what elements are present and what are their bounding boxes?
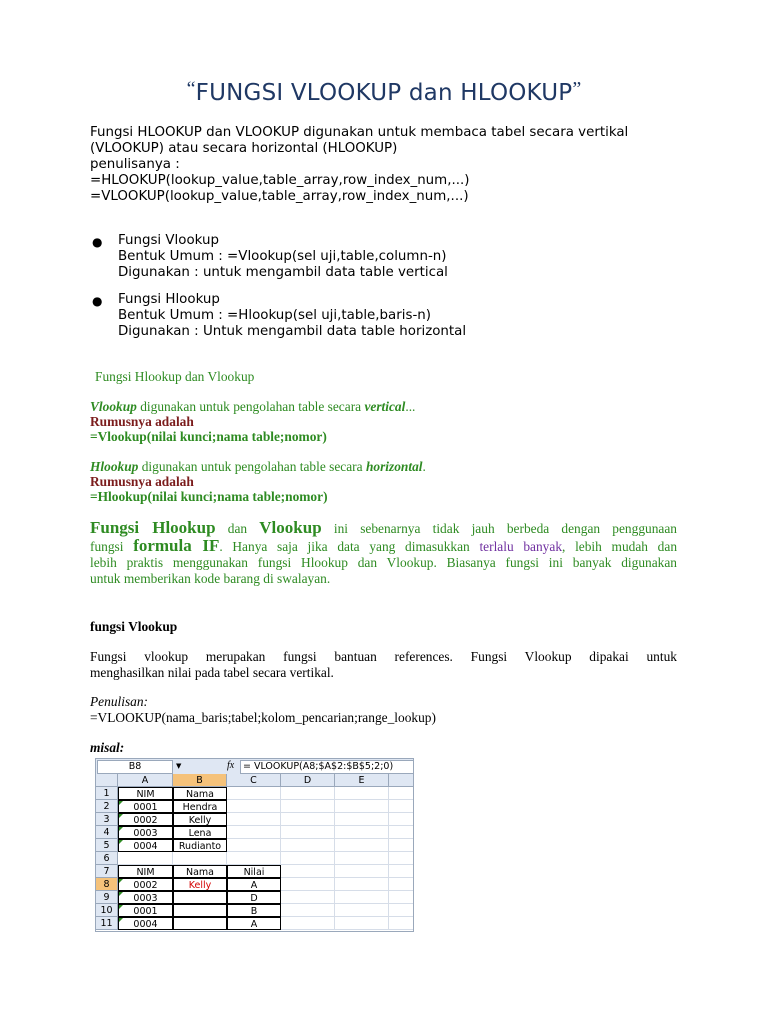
intro-line: Fungsi HLOOKUP dan VLOOKUP digunakan untuk membaca tabel secara vertikal [90, 125, 629, 140]
row-header: 4 [96, 826, 118, 839]
table-cell [389, 826, 414, 839]
fx-icon: fx [227, 760, 235, 771]
penulisan-label: Penulisan: [90, 694, 149, 709]
table-cell: 0003 [118, 891, 173, 904]
table-cell: Nama [173, 787, 227, 800]
para-line: untuk memberikan kode barang di swalayan. [90, 571, 331, 586]
para-highlight: terlalu banyak [479, 539, 563, 554]
table-cell: Lena [173, 826, 227, 839]
table-cell: A [227, 917, 281, 930]
table-cell [281, 787, 335, 800]
open-quote: “ [186, 78, 196, 100]
intro-block [90, 125, 628, 205]
bullet-icon: ● [92, 294, 103, 308]
table-cell [335, 852, 389, 865]
bullet-line: Fungsi Vlookup [118, 233, 219, 248]
table-cell [335, 917, 389, 930]
intro-line: =VLOOKUP(lookup_value,table_array,row_index_num,...) [90, 189, 469, 204]
table-cell [389, 865, 414, 878]
vlookup-rumus-label: Rumusnya adalah [90, 414, 194, 429]
table-cell: 0004 [118, 917, 173, 930]
table-cell: Hendra [173, 800, 227, 813]
para-term-hlookup: Fungsi Hlookup [90, 518, 216, 537]
hlookup-rumus-label: Rumusnya adalah [90, 474, 194, 489]
table-cell [389, 800, 414, 813]
error-indicator-icon [119, 905, 123, 909]
table-cell [335, 865, 389, 878]
table-cell: 0001 [118, 904, 173, 917]
vlookup-desc [90, 399, 415, 415]
vlookup-formula: =Vlookup(nilai kunci;nama table;nomor) [90, 429, 327, 444]
bullet-vlookup [118, 233, 448, 281]
table-cell [335, 826, 389, 839]
row-header: 10 [96, 904, 118, 917]
row-header: 3 [96, 813, 118, 826]
bullet-line: Bentuk Umum : =Vlookup(sel uji,table,column-n) [118, 249, 447, 264]
fungsi-vlookup-heading: fungsi Vlookup [90, 619, 178, 634]
para-text: . Hanya saja jika data yang dimasukkan [219, 539, 480, 554]
table-cell [335, 800, 389, 813]
spreadsheet-screenshot [95, 758, 414, 932]
table-cell [389, 917, 414, 930]
table-cell: 0004 [118, 839, 173, 852]
table-cell: Kelly [173, 813, 227, 826]
table-cell: Kelly [173, 878, 227, 891]
error-indicator-icon [119, 827, 123, 831]
fungsi-vlookup-desc [90, 649, 677, 681]
table-cell [281, 891, 335, 904]
table-cell [281, 904, 335, 917]
error-indicator-icon [119, 918, 123, 922]
page-title [0, 78, 768, 106]
table-cell [227, 787, 281, 800]
column-header: B [173, 774, 227, 787]
table-cell: Nilai [227, 865, 281, 878]
table-cell [281, 852, 335, 865]
column-header: C [227, 774, 281, 787]
table-cell [335, 787, 389, 800]
table-cell [389, 891, 414, 904]
para-text: fungsi [90, 539, 134, 554]
table-cell [173, 904, 227, 917]
table-cell [335, 891, 389, 904]
hlookup-text: digunakan untuk pengolahan table secara [138, 459, 366, 474]
misal-label: misal: [90, 740, 125, 755]
table-cell [281, 826, 335, 839]
intro-line: (VLOOKUP) atau secara horizontal (HLOOKUP) [90, 141, 398, 156]
table-cell: 0002 [118, 813, 173, 826]
row-header: 9 [96, 891, 118, 904]
row-header: 5 [96, 839, 118, 852]
table-cell: A [227, 878, 281, 891]
table-cell [335, 878, 389, 891]
hlookup-end: . [422, 459, 426, 474]
table-cell: Rudianto [173, 839, 227, 852]
vlookup-dir: vertical [364, 399, 406, 414]
green-paragraph [90, 520, 677, 587]
table-cell [281, 800, 335, 813]
error-indicator-icon [119, 814, 123, 818]
formula-input: = VLOOKUP(A8;$A$2:$B$5;2;0) [240, 760, 414, 774]
table-cell [281, 865, 335, 878]
table-cell [118, 852, 173, 865]
table-cell [389, 852, 414, 865]
hlookup-formula: =Hlookup(nilai kunci;nama table;nomor) [90, 489, 328, 504]
bullet-line: Digunakan : Untuk mengambil data table horizontal [118, 324, 467, 339]
vlookup-term: Vlookup [90, 399, 137, 414]
para-text: dan [215, 521, 260, 536]
vlookup-syntax: =VLOOKUP(nama_baris;tabel;kolom_pencarian;range_lookup) [90, 710, 436, 725]
table-cell: D [227, 891, 281, 904]
row-header: 7 [96, 865, 118, 878]
desc-line: menghasilkan nilai pada tabel secara vertikal. [90, 665, 334, 680]
bullet-line: Bentuk Umum : =Hlookup(sel uji,table,baris-n) [118, 308, 432, 323]
formula-bar [96, 759, 413, 775]
bullet-icon: ● [92, 235, 103, 249]
table-cell: B [227, 904, 281, 917]
table-cell [227, 813, 281, 826]
error-indicator-icon [119, 840, 123, 844]
table-cell: 0002 [118, 878, 173, 891]
intro-line: penulisanya : [90, 157, 180, 172]
para-line: lebih praktis menggunakan fungsi Hlookup dan Vlookup. Biasanya fungsi ini banyak digunakan [90, 555, 677, 570]
column-header: D [281, 774, 335, 787]
table-cell [227, 800, 281, 813]
table-cell [227, 826, 281, 839]
para-line [90, 538, 677, 555]
error-indicator-icon [119, 801, 123, 805]
table-cell [389, 787, 414, 800]
table-cell [227, 839, 281, 852]
vlookup-text: digunakan untuk pengolahan table secara [136, 399, 365, 414]
row-header: 1 [96, 787, 118, 800]
table-cell: NIM [118, 865, 173, 878]
table-cell [335, 839, 389, 852]
hlookup-dir: horizontal [365, 459, 423, 474]
bullet-line: Fungsi Hlookup [118, 292, 220, 307]
desc-line: Fungsi vlookup merupakan fungsi bantuan references. Fungsi Vlookup dipakai untuk [90, 649, 677, 664]
close-quote: ” [572, 78, 582, 100]
section2-heading: Fungsi Hlookup dan Vlookup [95, 369, 255, 384]
column-header: A [118, 774, 173, 787]
table-cell [281, 878, 335, 891]
para-term-vlookup: Vlookup [259, 518, 322, 537]
table-cell [281, 839, 335, 852]
table-cell [335, 813, 389, 826]
corner-cell [96, 774, 118, 787]
intro-line: =HLOOKUP(lookup_value,table_array,row_index_num,...) [90, 173, 470, 188]
row-header: 8 [96, 878, 118, 891]
error-indicator-icon [119, 879, 123, 883]
table-cell: Nama [173, 865, 227, 878]
table-cell [281, 813, 335, 826]
table-cell: 0003 [118, 826, 173, 839]
hlookup-desc [90, 459, 426, 475]
column-header [389, 774, 414, 787]
dropdown-arrow-icon: ▼ [176, 762, 182, 770]
title-text: FUNGSI VLOOKUP dan HLOOKUP [195, 80, 573, 106]
table-cell [389, 839, 414, 852]
table-cell: NIM [118, 787, 173, 800]
hlookup-term: Hlookup [90, 459, 139, 474]
bullet-hlookup [118, 292, 466, 340]
bullet-line: Digunakan : untuk mengambil data table vertical [118, 265, 448, 280]
table-cell: 0001 [118, 800, 173, 813]
table-cell [389, 813, 414, 826]
row-header: 6 [96, 852, 118, 865]
table-cell [281, 917, 335, 930]
row-header: 2 [96, 800, 118, 813]
para-text: ini sebenarnya tidak jauh berbeda dengan penggunaan [321, 521, 677, 536]
column-header: E [335, 774, 389, 787]
name-box: B8 [97, 760, 173, 774]
para-line [90, 520, 677, 537]
para-text: , lebih mudah dan [562, 539, 678, 554]
table-cell [389, 878, 414, 891]
table-cell [227, 852, 281, 865]
error-indicator-icon [119, 892, 123, 896]
table-cell [335, 904, 389, 917]
table-cell [173, 852, 227, 865]
table-cell [173, 917, 227, 930]
vlookup-end: ... [405, 399, 416, 414]
table-cell [389, 904, 414, 917]
table-cell [173, 891, 227, 904]
row-header: 11 [96, 917, 118, 930]
para-term-formula-if: formula IF [133, 536, 220, 555]
